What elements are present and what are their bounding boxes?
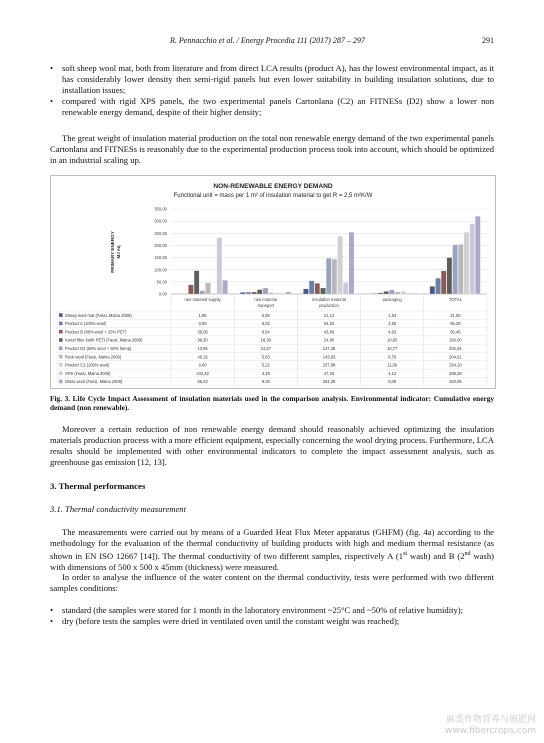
legend-entry: Product A (100% wool) xyxy=(65,321,107,327)
chart-bar xyxy=(464,232,469,294)
superscript: st xyxy=(403,551,408,557)
data-label: 232,42 xyxy=(196,370,209,376)
data-label: 21,13 xyxy=(323,312,335,318)
data-label: 96,30 xyxy=(197,337,208,343)
watermark-line: www.fibercrops.com xyxy=(445,726,536,736)
chart-bar xyxy=(257,290,262,294)
data-label: 150,00 xyxy=(449,337,462,343)
data-label: 254,38 xyxy=(322,379,336,385)
chart-bar xyxy=(217,238,222,294)
x-tick-label: packaging xyxy=(382,297,402,302)
chart-bar xyxy=(252,292,257,294)
data-label: 31,50 xyxy=(450,312,461,318)
chart-bar xyxy=(280,293,285,294)
data-label: 9,25 xyxy=(261,379,270,385)
chart-subtitle: Functional unit = mass per 1 m² of insulation material to get R = 2,5 m²K/W xyxy=(173,193,373,199)
data-label: 24,80 xyxy=(323,337,335,343)
data-label: 47,25 xyxy=(323,370,335,376)
chart-bar xyxy=(286,292,291,294)
paragraph xyxy=(50,527,494,573)
legend-swatch xyxy=(59,363,63,367)
data-label: 1,83 xyxy=(388,312,397,318)
chart-bar xyxy=(240,292,245,294)
data-label: 24,57 xyxy=(260,346,271,351)
chart-bar xyxy=(338,236,343,294)
data-label: 0,00 xyxy=(198,321,207,327)
legend-entry: Product D2 (50% wool + 50% hemp) xyxy=(65,346,132,351)
chart-bar xyxy=(401,291,406,294)
bullet-item: • dry (before tests the samples were dried in ventilated oven until the constant weight was reached); xyxy=(50,616,494,627)
data-label: 8,02 xyxy=(261,321,270,327)
chart-bar xyxy=(406,293,411,294)
chart-bar xyxy=(470,224,475,294)
figure-chart xyxy=(50,175,496,389)
chart-bar xyxy=(315,283,320,294)
paragraph: In order to analyse the influence of the water content on the thermal conductivity, tests were performed with two different samples conditions: xyxy=(50,572,494,593)
legend-swatch xyxy=(59,347,63,351)
chart-bar xyxy=(343,283,348,294)
chart-bar xyxy=(205,283,210,294)
data-label: 13,95 xyxy=(197,346,208,351)
data-label: 10,60 xyxy=(387,337,398,343)
chart-bar xyxy=(223,280,228,294)
chart-bar xyxy=(475,216,480,294)
data-label: 3,49 xyxy=(261,370,270,376)
y-tick-label: 50,00 xyxy=(156,279,167,285)
chart-bar xyxy=(349,232,354,294)
data-label: 5,22 xyxy=(261,362,270,368)
data-label: 320,05 xyxy=(449,379,462,385)
legend-swatch xyxy=(59,380,63,384)
chart-bar xyxy=(435,278,440,294)
legend-entry: Product C2 (100% wool) xyxy=(65,362,110,368)
chart-bar xyxy=(389,290,394,294)
data-label: 237,88 xyxy=(322,362,336,368)
data-label: 16,77 xyxy=(387,346,398,351)
data-label: 56,43 xyxy=(197,379,208,385)
legend-entry: Sheep wool mat (Fassi, Maina 2009) xyxy=(65,312,132,318)
chart-bar xyxy=(453,245,458,294)
results-bullet-list xyxy=(50,63,494,118)
data-label: 4,12 xyxy=(388,370,397,376)
y-tick-label: 100,00 xyxy=(154,267,167,273)
data-label: 43,89 xyxy=(323,329,335,335)
data-label: 18,30 xyxy=(260,337,271,343)
data-label: 204,61 xyxy=(449,354,462,360)
chart-bar xyxy=(194,271,199,294)
section-heading: 3. Thermal performances xyxy=(50,481,146,491)
legend-swatch xyxy=(59,355,63,359)
data-label: 8,54 xyxy=(261,329,270,335)
figure-caption: Fig. 3. Life Cycle Impact Assessment of insulation materials used in the comparison analysis. Environmental indicator: Cumulative energy demand (non renewable). xyxy=(50,394,494,412)
chart-bar xyxy=(274,293,279,294)
x-tick-label: production xyxy=(319,303,339,308)
y-axis-unit: MJ eq xyxy=(116,245,121,259)
y-tick-label: 0,00 xyxy=(158,291,167,297)
chart-bar xyxy=(395,292,400,294)
chart-bar xyxy=(326,258,331,294)
chart-bar xyxy=(332,259,337,294)
x-tick-label: transport xyxy=(257,303,275,308)
y-tick-label: 300,00 xyxy=(154,218,167,224)
subsection-heading: 3.1. Thermal conductivity measurement xyxy=(50,504,186,514)
chart-bar xyxy=(269,293,274,294)
paragraph-text: wash) and B (2 xyxy=(407,550,465,561)
data-label: 65,20 xyxy=(450,321,461,327)
chart-bar xyxy=(384,291,389,294)
legend-swatch xyxy=(59,313,63,317)
y-tick-label: 200,00 xyxy=(154,243,167,249)
legend-swatch xyxy=(59,338,63,342)
y-tick-label: 150,00 xyxy=(154,255,167,261)
legend-entry: Glass wool (Fassi, Maina 2009) xyxy=(65,379,123,385)
chart-bar xyxy=(246,292,251,294)
energy-demand-chart xyxy=(51,176,495,388)
legend-swatch xyxy=(59,330,63,334)
legend-entry: XPS (Fassi, Maina 2009) xyxy=(65,370,111,376)
chart-bar xyxy=(447,258,452,294)
chart-title: NON-RENEWABLE ENERGY DEMAND xyxy=(213,183,333,190)
x-tick-label: insulation material xyxy=(312,297,346,302)
chart-bar xyxy=(378,293,383,294)
bullet-item: • standard (the samples were stored for 1 month in the laboratory environment ~25°C and ~50% of relative humidity); xyxy=(50,605,494,616)
chart-bar xyxy=(200,291,205,294)
data-label: 5,83 xyxy=(261,354,270,360)
data-label: 0,00 xyxy=(198,362,207,368)
paragraph-text: The measurements were carried out by means of a Guarded Heat Flux Meter apparatus (GHFM) (fig. 4a) according to the methodology for the evaluation of the thermal conductivity of building products with high and medium thermal resistance (as shown in EN ISO 12667 [14]). The thermal conductivity of two different samples, rispectively A (1 xyxy=(50,527,494,561)
data-label: 2,55 xyxy=(388,321,397,327)
data-label: 4,93 xyxy=(388,329,397,335)
bullet-item: • soft sheep wool mat, both from literature and from direct LCA results (product A), has the lowest environmental impact, as it has considerably lower density then semi-rigid panels but even lower suitability in building insulation solutions, due to installation issues; xyxy=(50,63,494,96)
data-label: 6,60 xyxy=(261,312,270,318)
x-tick-label: TOTAL xyxy=(448,297,462,302)
chart-bar xyxy=(263,288,268,294)
paragraph: Moreover a certain reduction of non renewable energy demand should reasonably achieved optimizing the insulation materials production process with a more efficient equipment, especially concerning the wool drying process. Furthermore, LCA results should be implemented with other environmental indicators to complete the impact assessment analysis, such as greenhouse gas emission [12, 13]. xyxy=(50,424,494,467)
data-label: 143,93 xyxy=(322,354,336,360)
y-tick-label: 350,00 xyxy=(154,206,167,212)
chart-bar xyxy=(441,271,446,294)
watermark-line: 麻类作物营养与施肥网 xyxy=(445,715,536,725)
x-tick-label: raw material supply xyxy=(184,297,221,302)
legend-entry: Product B (80% wool + 20% PET) xyxy=(65,329,127,335)
chart-bar xyxy=(372,293,377,294)
data-label: 95,40 xyxy=(450,329,461,335)
chart-bar xyxy=(309,281,314,294)
data-label: 46,15 xyxy=(197,354,208,360)
x-tick-label: raw material xyxy=(254,297,278,302)
data-label: 54,63 xyxy=(323,321,335,327)
data-label: 8,70 xyxy=(388,354,397,360)
bullet-item: • compared with rigid XPS panels, the two experimental panels Cartonlana (C2) an FITNESs (D2) show a lower non renewable energy demand, despite of their higher density; xyxy=(50,96,494,118)
data-label: 289,28 xyxy=(449,370,462,376)
y-axis-label: PRIMARY ENERGY xyxy=(110,231,115,273)
chart-bar xyxy=(458,244,463,294)
data-label: 202,64 xyxy=(449,346,462,351)
legend-swatch xyxy=(59,322,63,326)
chart-bar xyxy=(430,286,435,294)
chart-bar xyxy=(303,289,308,294)
superscript: nd xyxy=(464,551,471,557)
data-label: 38,05 xyxy=(197,329,208,335)
legend-entry: Kenaf fiber (with PET) (Fassi, Maina 2009) xyxy=(65,337,143,343)
legend-entry: Rock wool (Fassi, Maina 2009) xyxy=(65,354,122,360)
legend-swatch xyxy=(59,371,63,375)
running-title: R. Pennacchio et al. / Energy Procedia 111 (2017) 287 – 297 xyxy=(170,36,365,45)
watermark xyxy=(445,715,536,737)
y-tick-label: 250,00 xyxy=(154,230,167,236)
paragraph: The great weight of insulation material production on the total non renewable energy demand of the two experimental panels Cartonlana and FITNESs is reasonably due to the experimental production process took into account, which should be optimized in an industrial scaling up. xyxy=(50,133,494,165)
data-label: 254,10 xyxy=(449,362,462,368)
data-label: 0,00 xyxy=(388,379,397,385)
data-label: 1,95 xyxy=(198,312,207,318)
conditions-bullet-list xyxy=(50,605,494,627)
data-label: 147,35 xyxy=(322,346,336,351)
data-label: 11,00 xyxy=(387,362,398,368)
page-number: 291 xyxy=(482,36,494,45)
chart-bar xyxy=(320,288,325,294)
chart-bar xyxy=(188,285,193,294)
paragraph-text: wash) with dimensions of 500 x 500 x 45mm (thickness) were measured. xyxy=(50,550,494,572)
